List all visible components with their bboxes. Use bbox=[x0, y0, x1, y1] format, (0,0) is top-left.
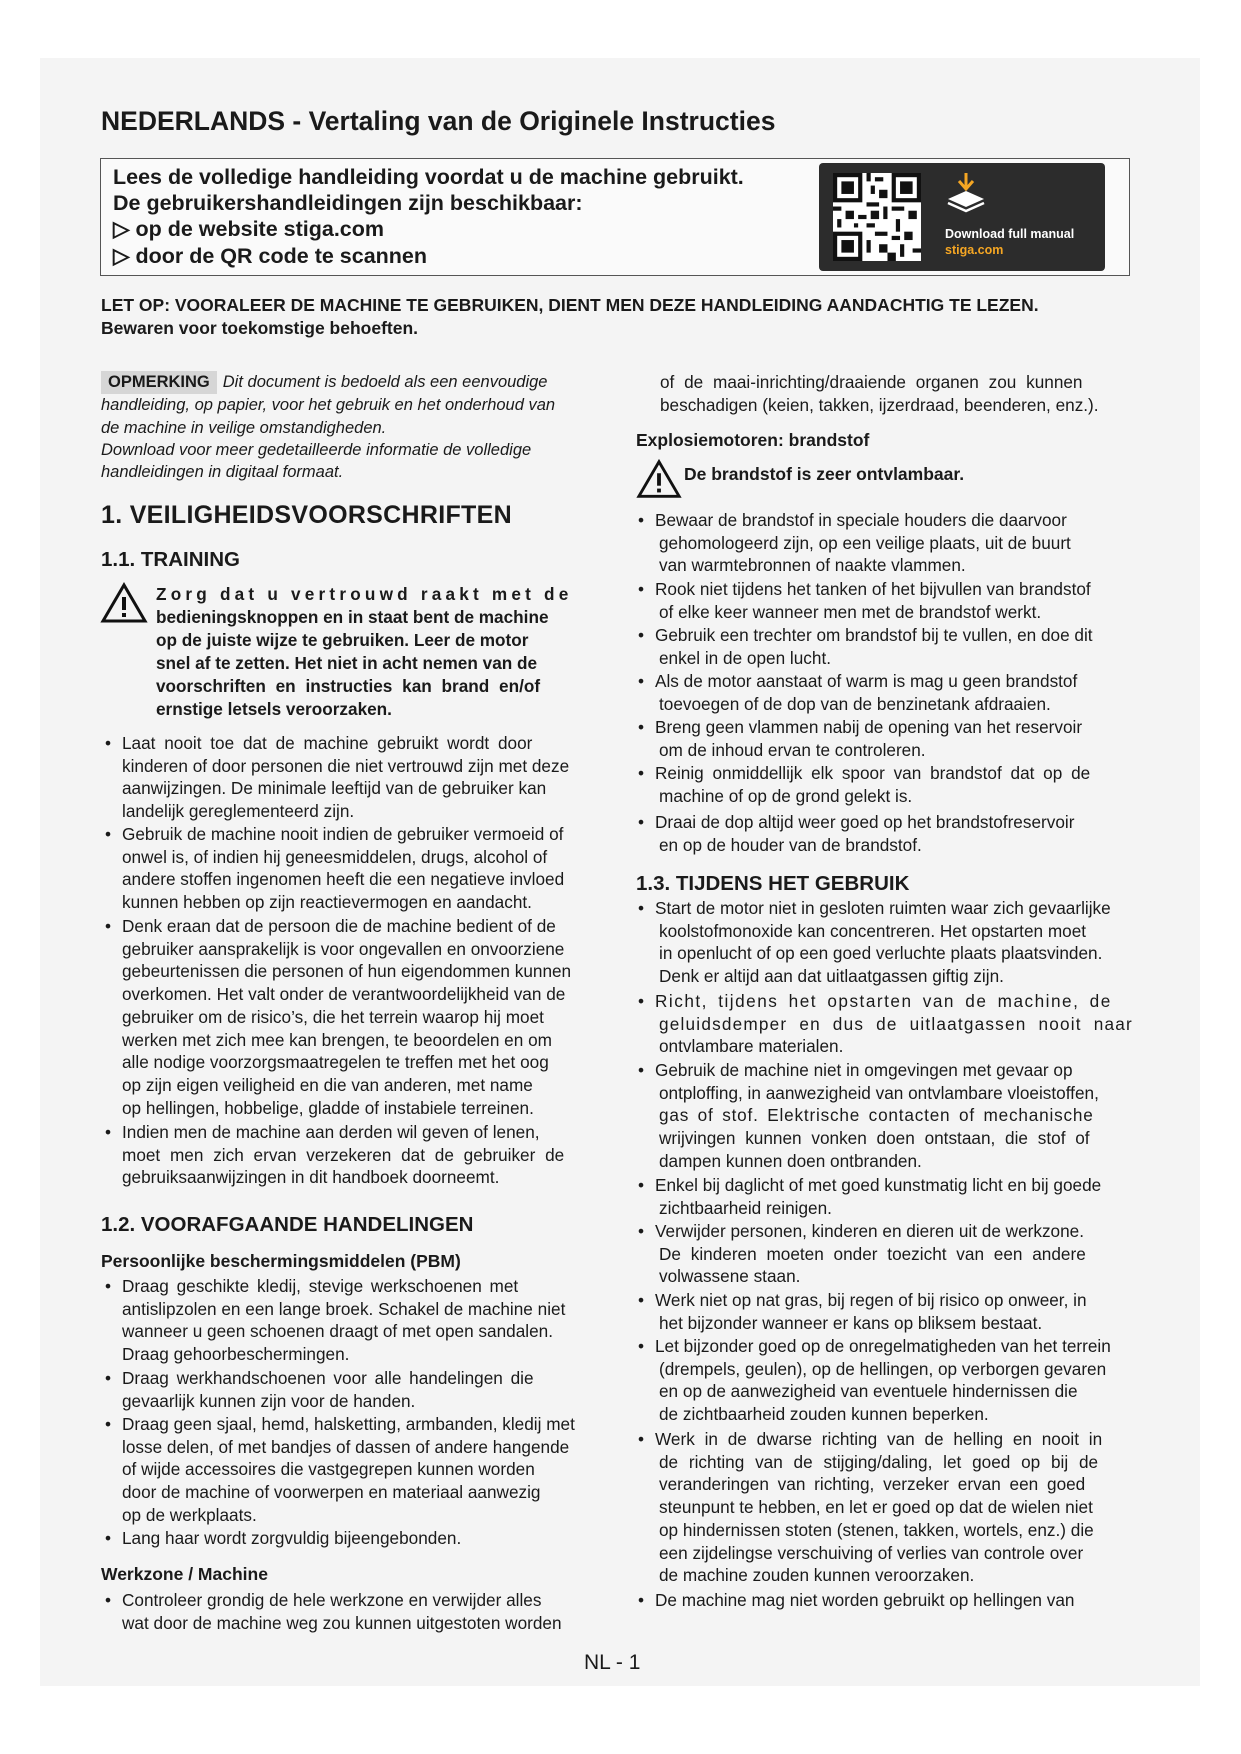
list-item: • Gebruik een trechter om brandstof bij te vullen, en doe dit enkel in de open lucht. bbox=[655, 624, 1093, 669]
list-item: • Rook niet tijdens het tanken of het bijvullen van brandstof of elke keer wanneer men met de brandstof werkt. bbox=[655, 578, 1091, 623]
note-tag: OPMERKING bbox=[101, 371, 217, 394]
warning-line: Bewaren voor toekomstige behoeften. bbox=[101, 318, 419, 338]
warning-line: LET OP: VOORALEER DE MACHINE TE GEBRUIKEN, DIENT MEN DEZE HANDLEIDING AANDACHTIG TE LEZEN. bbox=[101, 295, 1039, 315]
continuation-line: of de maai-inrichting/draaiende organen zou kunnen bbox=[660, 372, 1083, 392]
subsection-title: 1.1. TRAINING bbox=[101, 548, 240, 571]
list-item: • Gebruik de machine nooit indien de gebruiker vermoeid of onwel is, of indien hij geneesmiddelen, drugs, alcohol of andere stoffen ingenomen heeft die een negatieve invloed kunnen hebben op zijn reactievermogen en aandacht. bbox=[122, 823, 564, 914]
info-line: Lees de volledige handleiding voordat u de machine gebruikt. bbox=[113, 165, 744, 189]
page-number: NL - 1 bbox=[584, 1651, 641, 1674]
manual-info-box bbox=[100, 158, 1130, 276]
note-line: handleiding, op papier, voor het gebruik en het onderhoud van bbox=[101, 396, 556, 414]
list-item: • Draag werkhandschoenen voor alle handelingen die gevaarlijk kunnen zijn voor de handen. bbox=[122, 1367, 534, 1412]
list-item: • Controleer grondig de hele werkzone en verwijder alles wat door de machine weg zou kunnen uitgestoten worden bbox=[122, 1589, 562, 1634]
training-warning-line: bedieningsknoppen en in staat bent de machine bbox=[156, 607, 549, 627]
badge-label: Download full manual bbox=[945, 227, 1075, 241]
qr-code-icon[interactable] bbox=[833, 173, 921, 261]
list-item: • Werk niet op nat gras, bij regen of bij risico op onweer, in het bijzonder wanneer er kans op bliksem bestaat. bbox=[655, 1289, 1087, 1334]
list-item: • Enkel bij daglicht of met goed kunstmatig licht en bij goede zichtbaarheid reinigen. bbox=[655, 1174, 1101, 1219]
section-title: 1. VEILIGHEIDSVOORSCHRIFTEN bbox=[101, 501, 512, 529]
list-item: • Richt, tijdens het opstarten van de machine, de geluidsdemper en dus de uitlaatgassen nooit naar ontvlambare materialen. bbox=[655, 990, 1133, 1058]
badge-url[interactable]: stiga.com bbox=[945, 243, 1004, 257]
warning-triangle-icon bbox=[636, 458, 682, 500]
list-item: • Breng geen vlammen nabij de opening van het reservoir om de inhoud ervan te controleren. bbox=[655, 716, 1082, 761]
subsection-title: 1.3. TIJDENS HET GEBRUIK bbox=[636, 872, 910, 895]
training-warning-line: ernstige letsels veroorzaken. bbox=[156, 699, 392, 719]
list-item: • Indien men de machine aan derden wil geven of lenen, moet men zich ervan verzekeren dat de gebruiker de gebruiksaanwijzingen in dit handboek doorneemt. bbox=[122, 1121, 564, 1189]
list-item: • Laat nooit toe dat de machine gebruikt wordt door kinderen of door personen die niet vertrouwd zijn met deze aanwijzingen. De minimale leeftijd van de gebruiker kan landelijk gereglementeerd zijn. bbox=[122, 732, 569, 823]
continuation-line: beschadigen (keien, takken, ijzerdraad, beenderen, enz.). bbox=[660, 395, 1099, 415]
note-line bbox=[101, 371, 548, 394]
list-item: • Draag geen sjaal, hemd, halsketting, armbanden, kledij met losse delen, of met bandjes of dassen of andere hangende of wijde accessoires die vastgegrepen kunnen worden door de machine of voorwerpen en materiaal aanwezig op de werkplaats. bbox=[122, 1413, 575, 1527]
download-manual-badge[interactable] bbox=[819, 163, 1105, 271]
note-text: Dit document is bedoeld als een eenvoudige bbox=[222, 373, 548, 391]
page-title: NEDERLANDS - Vertaling van de Originele Instructies bbox=[101, 106, 776, 136]
note-line: de machine in veilige omstandigheden. bbox=[101, 419, 387, 437]
info-line-qr: ▷ door de QR code te scannen bbox=[113, 244, 428, 268]
list-item: • Start de motor niet in gesloten ruimten waar zich gevaarlijke koolstofmonoxide kan concentreren. Het opstarten moet in openlucht of op een goed verluchte plaats plaatsvinden. Denk er altijd aan dat uitlaatgassen giftig zijn. bbox=[655, 897, 1111, 988]
fuel-warning: De brandstof is zeer ontvlambaar. bbox=[684, 464, 965, 484]
info-line: De gebruikershandleidingen zijn beschikbaar: bbox=[113, 191, 583, 215]
list-item: • Denk eraan dat de persoon die de machine bedient of de gebruiker aansprakelijk is voor ongevallen en onvoorziene gebeurtenissen die personen of hun eigendommen kunnen overkomen. Het valt onder de verantwoordelijkheid van de gebruiker om de risico’s, die het terrein waarop hij moet werken met zich mee kan brengen, te beoordelen en om alle nodige voorzorgsmaatregelen te treffen met het oog op zijn eigen veiligheid en die van anderen, met name op hellingen, hobbelige, gladde of instabiele terreinen. bbox=[122, 915, 571, 1119]
list-item: • Bewaar de brandstof in speciale houders die daarvoor gehomologeerd zijn, op een veilige plaats, uit de buurt van warmtebronnen of naakte vlammen. bbox=[655, 509, 1071, 577]
workzone-title: Werkzone / Machine bbox=[101, 1564, 268, 1584]
note-line: Download voor meer gedetailleerde informatie de volledige bbox=[101, 441, 532, 459]
training-warning-line: voorschriften en instructies kan brand en/of bbox=[156, 676, 541, 696]
note-line: handleidingen in digitaal formaat. bbox=[101, 463, 344, 481]
subsection-title: 1.2. VOORAFGAANDE HANDELINGEN bbox=[101, 1213, 474, 1236]
list-item: • Gebruik de machine niet in omgevingen met gevaar op ontploffing, in aanwezigheid van ontvlambare vloeistoffen, gas of stof. Elektrische contacten of mechanische wrijvingen kunnen vonken doen ontstaan, die stof of dampen kunnen doen ontbranden. bbox=[655, 1059, 1099, 1173]
fuel-title: Explosiemotoren: brandstof bbox=[636, 430, 870, 450]
info-line-website: ▷ op de website stiga.com bbox=[113, 217, 385, 241]
warning-triangle-icon bbox=[100, 582, 148, 624]
training-warning-line: Zorg dat u vertrouwd raakt met de bbox=[156, 584, 573, 604]
list-item: • De machine mag niet worden gebruikt op hellingen van bbox=[655, 1589, 1074, 1612]
important-warning bbox=[101, 294, 1141, 340]
ppe-title: Persoonlijke beschermingsmiddelen (PBM) bbox=[101, 1251, 461, 1271]
list-item: • Let bijzonder goed op de onregelmatigheden van het terrein (drempels, geulen), op de hellingen, op verborgen gevaren en op de aanwezigheid van eventuele hindernissen die de zichtbaarheid zouden kunnen beperken. bbox=[655, 1335, 1111, 1426]
training-warning-line: snel af te zetten. Het niet in acht nemen van de bbox=[156, 653, 538, 673]
training-warning-line: op de juiste wijze te gebruiken. Leer de motor bbox=[156, 630, 529, 650]
list-item: • Als de motor aanstaat of warm is mag u geen brandstof toevoegen of de dop van de benzinetank afdraaien. bbox=[655, 670, 1077, 715]
list-item: • Reinig onmiddellijk elk spoor van brandstof dat op de machine of op de grond gelekt is. bbox=[655, 762, 1090, 807]
list-item: • Draai de dop altijd weer goed op het brandstofreservoir en op de houder van de brandstof. bbox=[655, 811, 1074, 856]
list-item: • Draag geschikte kledij, stevige werkschoenen met antislipzolen en een lange broek. Schakel de machine niet wanneer u geen schoenen draagt of met open sandalen. Draag gehoorbeschermingen. bbox=[122, 1275, 565, 1366]
list-item: • Lang haar wordt zorgvuldig bijeengebonden. bbox=[122, 1527, 461, 1550]
list-item: • Verwijder personen, kinderen en dieren uit de werkzone. De kinderen moeten onder toezicht van een andere volwassene staan. bbox=[655, 1220, 1086, 1288]
download-manual-icon bbox=[943, 171, 989, 217]
list-item: • Werk in de dwarse richting van de helling en nooit in de richting van de stijging/daling, let goed op bij de veranderingen van richting, verzeker ervan een goed steunpunt te hebben, en let er goed op dat de wielen niet op hindernissen stoten (stenen, takken, wortels, enz.) die een zijdelingse verschuiving of verlies van controle over de machine zouden kunnen veroorzaken. bbox=[655, 1428, 1102, 1587]
